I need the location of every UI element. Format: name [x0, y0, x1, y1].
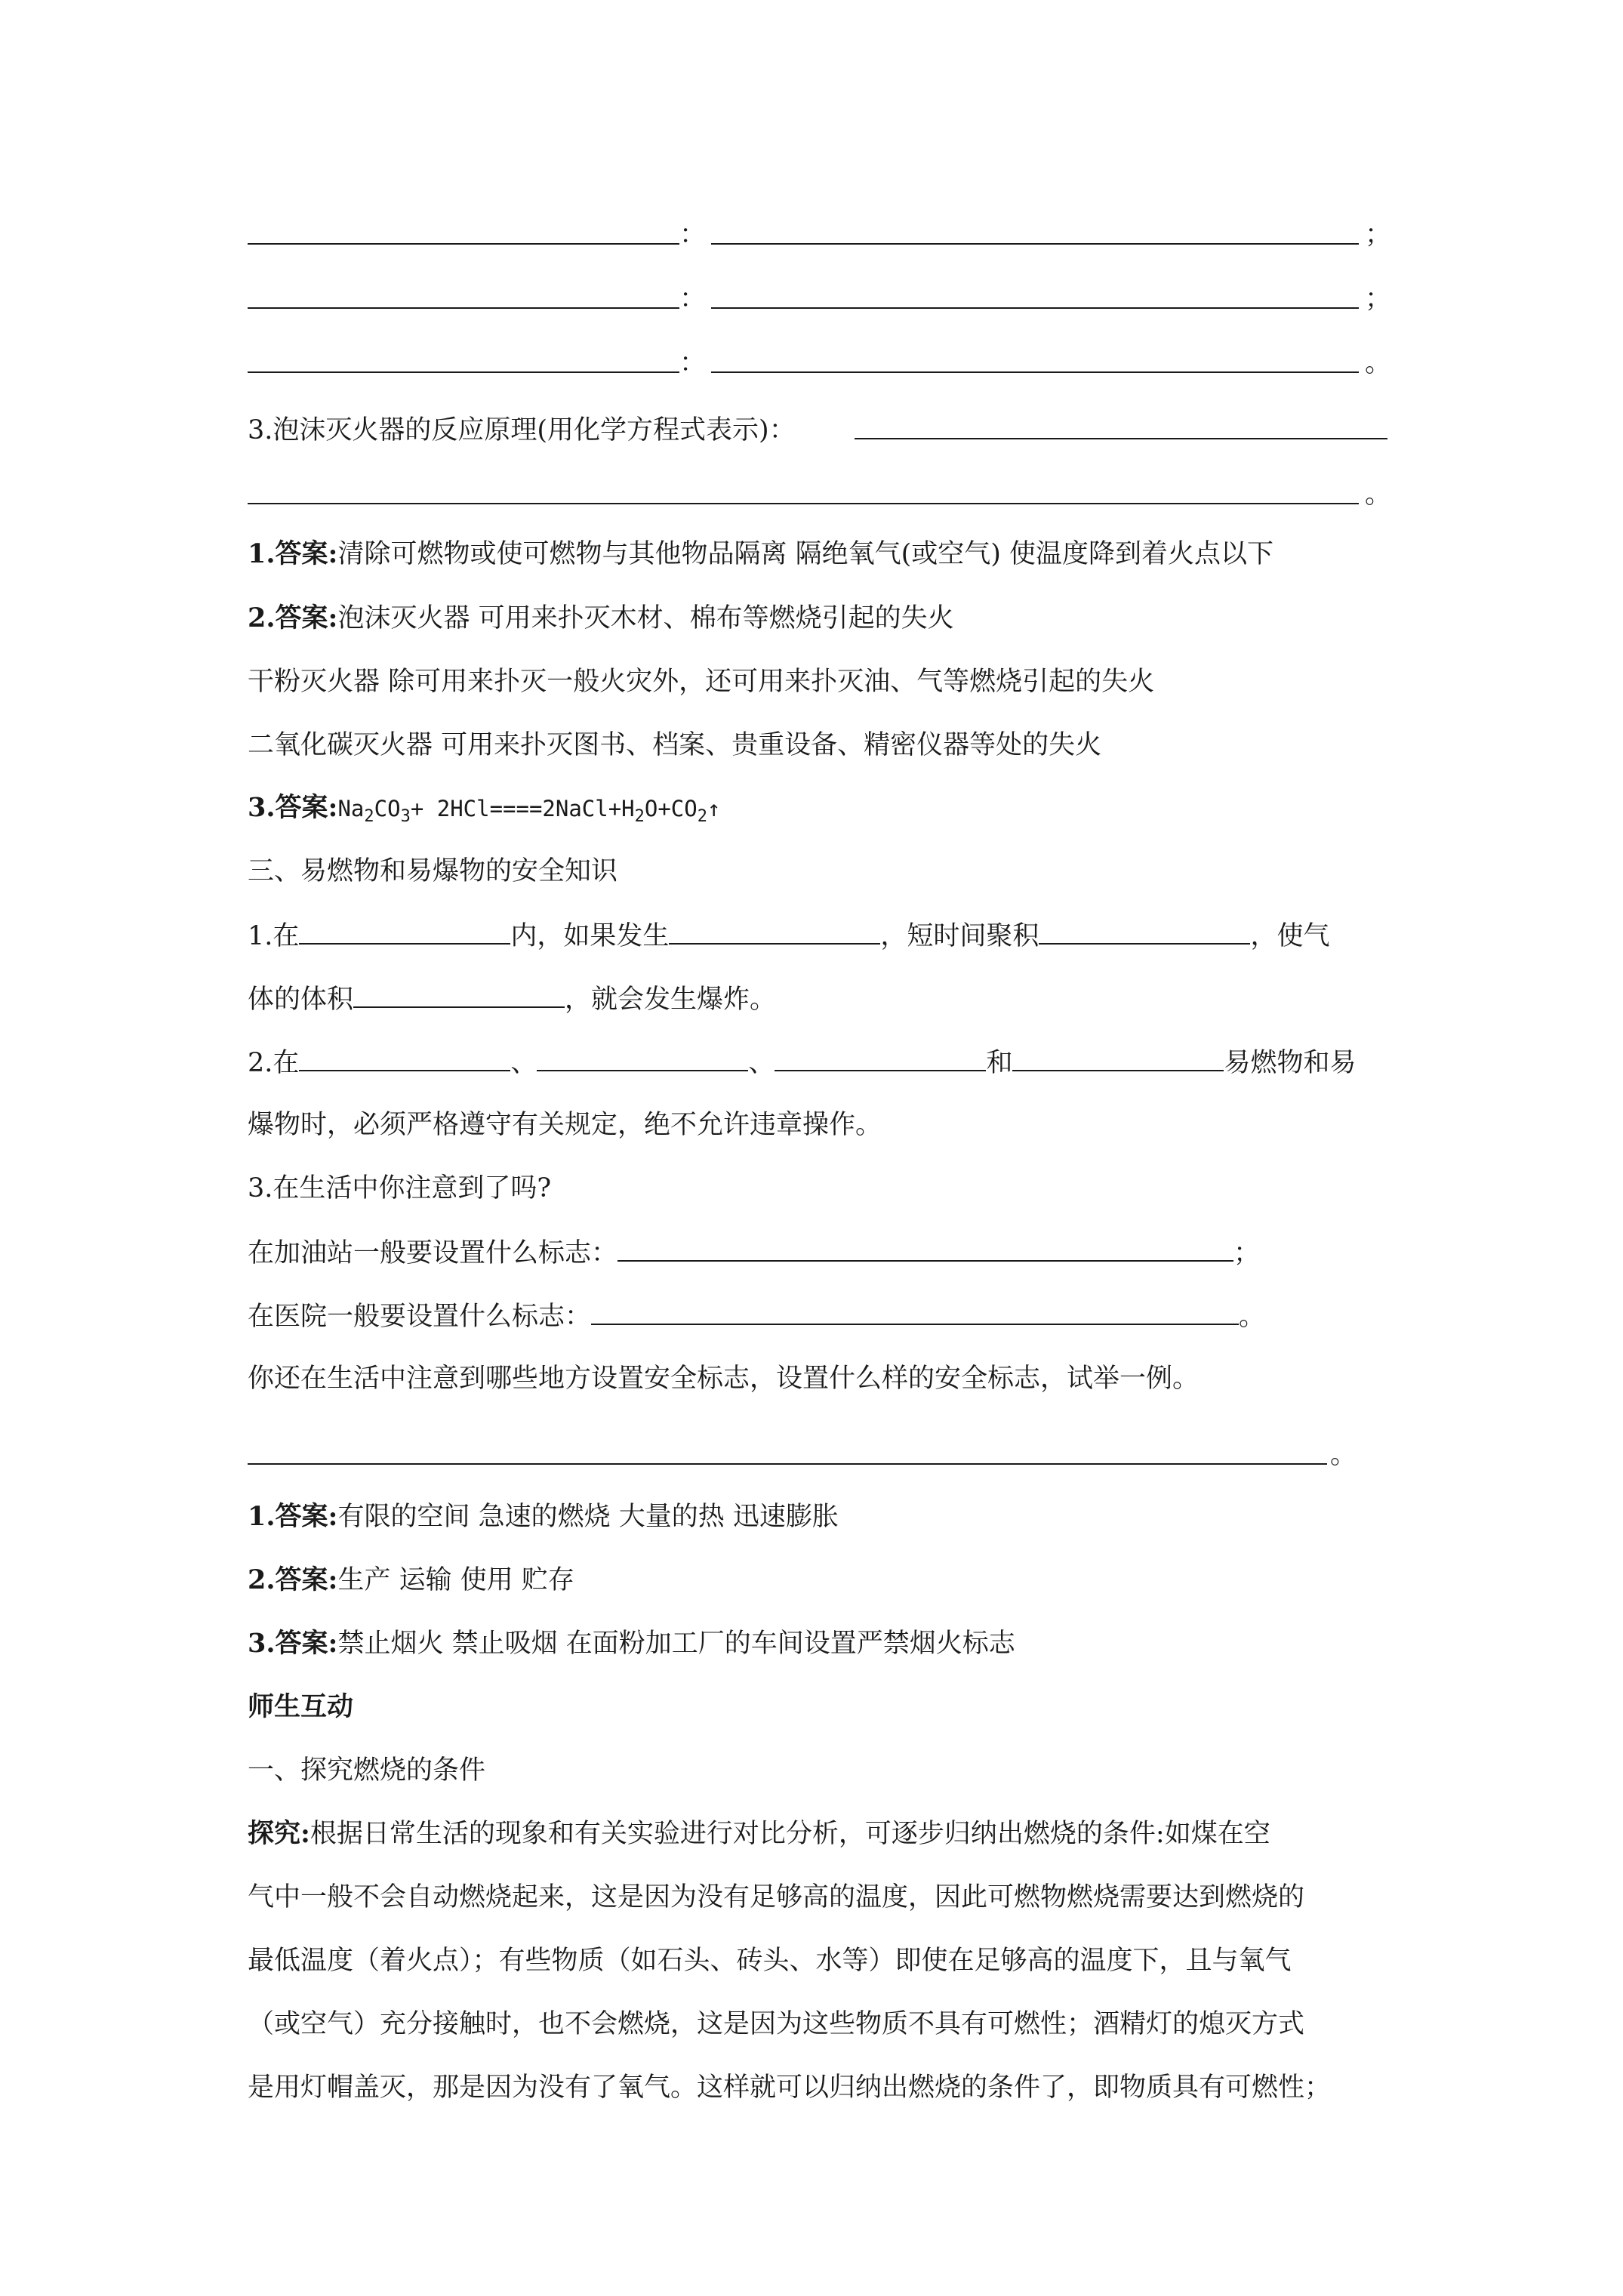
explore-label: 探究:: [248, 1818, 310, 1849]
answer-label: 1.答案:: [248, 1501, 338, 1532]
answer-text: 清除可燃物或使可燃物与其他物品隔离 隔绝氧气(或空气) 使温度降到着火点以下: [337, 539, 1274, 569]
answer-text: 泡沫灭火器 可用来扑灭木材、棉布等燃烧引起的失火: [337, 603, 954, 633]
answer-text: 生产 运输 使用 贮存: [337, 1565, 574, 1595]
answer-label: 3.答案:: [248, 1628, 338, 1659]
blank-right-3[interactable]: [711, 371, 1359, 373]
blank[interactable]: [1039, 916, 1250, 945]
s3-question-2-cont: 爆物时，必须严格遵守有关规定，绝不允许违章操作。: [248, 1110, 882, 1140]
explore-paragraph-line-2: 气中一般不会自动燃烧起来，这是因为没有足够高的温度，因此可燃物燃烧需要达到燃烧的: [248, 1882, 1305, 1912]
s3-question-3: 3.在生活中你注意到了吗?: [248, 1173, 552, 1203]
answer-3: [248, 789, 1395, 827]
blank-right-2[interactable]: [711, 307, 1359, 309]
blank[interactable]: [299, 1043, 510, 1071]
explore-paragraph-line-3: 最低温度（着火点）；有些物质（如石头、砖头、水等）即使在足够高的温度下，且与氧气: [248, 1946, 1292, 1976]
s3-answer-1: [248, 1498, 1395, 1536]
answer-2-line-3: 二氧化碳灭火器 可用来扑灭图书、档案、贵重设备、精密仪器等处的失火: [248, 730, 1102, 760]
end-punctuation: 。: [1365, 479, 1392, 510]
answer-text: 禁止烟火 禁止吸烟 在面粉加工厂的车间设置严禁烟火标志: [337, 1629, 1015, 1659]
blank[interactable]: [669, 916, 880, 945]
section-title: 三、易燃物和易爆物的安全知识: [248, 856, 618, 886]
other-places-question: 你还在生活中注意到哪些地方设置安全标志，设置什么样的安全标志，试举一例。: [248, 1364, 1200, 1394]
explore-paragraph-line-4: （或空气）充分接触时，也不会燃烧，这是因为这些物质不具有可燃性；酒精灯的熄灭方式: [248, 2009, 1305, 2039]
blank-left-1[interactable]: [248, 243, 679, 245]
end-punctuation: 。: [1330, 1440, 1357, 1470]
blank[interactable]: [353, 979, 565, 1008]
answer-2: [248, 599, 1395, 637]
answer-1: [248, 535, 1395, 573]
explore-title: 一、探究燃烧的条件: [248, 1755, 486, 1786]
s3-question-1-cont: 体的体积 ，就会发生爆炸。: [248, 979, 1395, 1017]
blank-left-3[interactable]: [248, 371, 679, 373]
blank[interactable]: [617, 1233, 1233, 1262]
s3-answer-3: [248, 1625, 1395, 1663]
s3-answer-2: [248, 1561, 1395, 1599]
end-punctuation: ；: [1365, 284, 1392, 314]
question-3-blank-1[interactable]: [855, 438, 1387, 439]
blank-left-2[interactable]: [248, 307, 679, 309]
gas-station-question: 在加油站一般要设置什么标志： ；: [248, 1233, 1395, 1271]
explore-paragraph-line-1: 探究:根据日常生活的现象和有关实验进行对比分析，可逐步归纳出燃烧的条件:如煤在空: [248, 1818, 1270, 1849]
hospital-question: 在医院一般要设置什么标志： 。: [248, 1296, 1395, 1334]
answer-label: 2.答案:: [248, 603, 338, 633]
other-places-blank[interactable]: [248, 1463, 1327, 1465]
blank-right-1[interactable]: [711, 243, 1359, 245]
s3-question-2: 2.在 、 、 和 易燃物和易: [248, 1043, 1395, 1080]
blank[interactable]: [1012, 1043, 1224, 1071]
interaction-title: 师生互动: [248, 1691, 354, 1722]
separator: ：: [679, 348, 707, 378]
chemical-equation: $Na_2CO_3+$ $2HCl====2NaCl+H_2O+CO_2↑$: [337, 796, 721, 826]
explore-paragraph-line-5: 是用灯帽盖灭，那是因为没有了氧气。这样就可以归纳出燃烧的条件了，即物质具有可燃性；: [248, 2073, 1332, 2103]
answer-2-line-2: 干粉灭火器 除可用来扑灭一般火灾外，还可用来扑灭油、气等燃烧引起的失火: [248, 667, 1155, 697]
end-punctuation: 。: [1365, 348, 1392, 378]
question-3: [248, 411, 1395, 449]
end-punctuation: ；: [1365, 220, 1392, 250]
blank[interactable]: [775, 1043, 986, 1071]
answer-label: 1.答案:: [248, 538, 338, 569]
question-3-prompt: 3.泡沫灭火器的反应原理(用化学方程式表示)：: [248, 415, 796, 445]
s3-question-1: 1.在 内，如果发生 ，短时间聚积 ，使气: [248, 916, 1395, 954]
separator: ：: [679, 220, 707, 250]
blank[interactable]: [299, 916, 510, 945]
answer-text: 有限的空间 急速的燃烧 大量的热 迅速膨胀: [337, 1502, 839, 1532]
answer-label: 3.答案:: [248, 792, 338, 823]
blank[interactable]: [591, 1296, 1239, 1325]
separator: ：: [679, 284, 707, 314]
answer-label: 2.答案:: [248, 1564, 338, 1595]
blank[interactable]: [537, 1043, 748, 1071]
question-3-blank-2[interactable]: [248, 503, 1359, 504]
